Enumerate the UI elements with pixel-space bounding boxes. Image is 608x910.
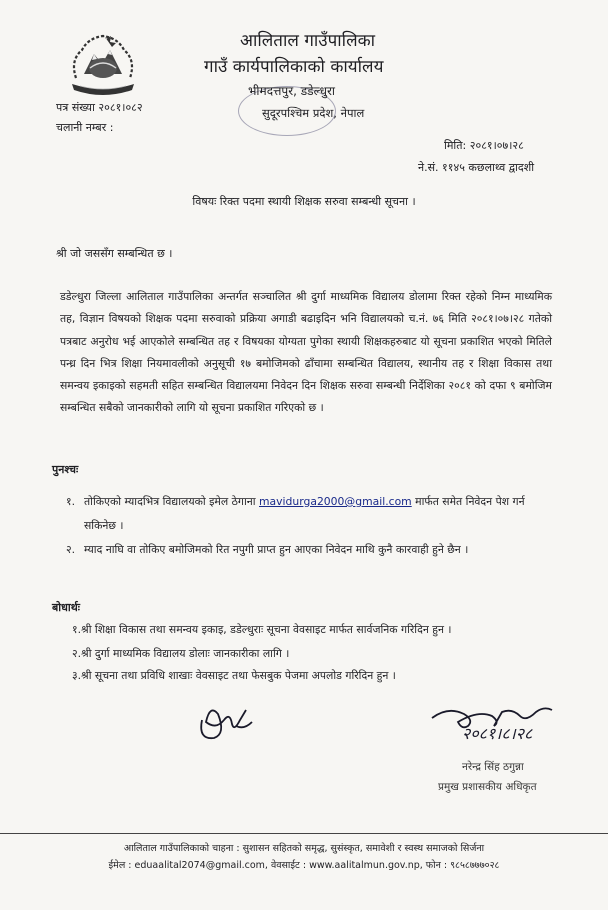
cc-heading: बोधार्थः	[52, 601, 80, 614]
officer-name: नरेन्द्र सिंह ठगुन्ना	[462, 761, 524, 773]
letter-subject: विषयः रिक्त पदमा स्थायी शिक्षक सरुवा सम्बन्धी सूचना ।	[192, 195, 416, 208]
note-item-2: म्याद नाघि वा तोकिए बमोजिमको रित नपुगी प्राप्त हुन आएका निवेदन माथि कुनै कारवाही हुने छैन ।	[84, 543, 469, 556]
notes-heading: पुनश्चः	[52, 463, 79, 476]
letter-number: पत्र संख्या २०८१।०८२	[56, 101, 143, 114]
body-paragraph: डडेल्धुरा जिल्ला आलिताल गाउँपालिका अन्तर्गत सञ्चालित श्री दुर्गा माध्यमिक विद्यालय डोलामा रिक्त रहेको निम्न माध्यमिक तह, विज्ञान विषयको शिक्षक पदमा सरुवाको प्रक्रिया अगाडी बढाइदिन भनि विद्यालयको च.नं. ७६ मिति २०८१।०७।२८ गतेको पत्रबाट अनुरोध भई आएकोले सम्बन्धित तह र विषयका योग्यता पुगेका स्थायी शिक्षकहरुबाट यो सूचना प्रकाशित भएको मितिले पन्ध्र दिन भित्र शिक्षा नियमावलीको अनुसूची १७ बमोजिमको ढाँचामा सम्बन्धित विद्यालय, स्थानीय तह र शिक्षा विकास तथा समन्वय इकाइको सहमती सहित सम्बन्धित विद्यालयमा निवेदन दिन शिक्षक सरुवा सम्बन्धी निर्देशिका २०८१ को दफा ९ बमोजिम सम्बन्धित सबैको जानकारीको लागि यो सूचना प्रकाशित गरिएको छ ।	[60, 290, 552, 415]
nepal-emblem-icon	[66, 30, 140, 100]
note-item-1-text: तोकिएको म्यादभित्र विद्यालयको इमेल ठेगाना	[84, 495, 256, 508]
salutation: श्री जो जससँग सम्बन्धित छ ।	[56, 247, 173, 260]
dispatch-number: चलानी नम्बर :	[56, 121, 114, 134]
cc-item-3: ३.श्री सूचना तथा प्रविधि शाखाः वेवसाइट तथा फेसबुक पेजमा अपलोड गरिदिन हुन ।	[72, 669, 396, 682]
footer-contact: ईमेल : eduaalital2074@gmail.com, वेवसाईट : www.aalitalmun.gov.np, फोन : ९८५८७७७०२८	[108, 860, 500, 871]
footer-motto: आलिताल गाउँपालिकाको चाहना : सुशासन सहितको समृद्ध, सुसंस्कृत, समावेशी र स्वस्थ समाजको सिर्जना	[123, 843, 485, 854]
note-item-1	[84, 494, 525, 509]
left-signature-icon	[196, 700, 256, 750]
nepal-sambat-date: ने.सं. ११४५ कछलाथ्व द्वादशी	[418, 161, 535, 174]
school-email-link[interactable]: mavidurga2000@gmail.com	[259, 495, 412, 508]
org-province: सुदूरपश्चिम प्रदेश, नेपाल	[262, 106, 365, 120]
cc-item-1: १.श्री शिक्षा विकास तथा समन्वय इकाइ, डडेल्धुराः सूचना वेवसाइट मार्फत सार्वजनिक गरिदिन हुन ।	[72, 623, 452, 636]
cc-item-2: २.श्री दुर्गा माध्यमिक विद्यालय डोलाः जानकारीका लागि ।	[72, 647, 290, 660]
note-item-1-continuation: सकिनेछ ।	[84, 519, 124, 532]
org-address: भीमदत्तपुर, डडेल्धुरा	[248, 84, 335, 98]
note-item-1-number: १.	[66, 495, 76, 508]
footer-divider	[0, 833, 608, 834]
handwritten-date: २०८१।८।२८	[462, 724, 533, 743]
org-name: आलिताल गाउँपालिका	[240, 31, 376, 51]
note-item-2-number: २.	[66, 543, 76, 556]
letter-date: मिति: २०८१।०७।२८	[444, 139, 524, 152]
officer-title: प्रमुख प्रशासकीय अधिकृत	[438, 781, 537, 793]
note-item-1-tail: मार्फत समेत निवेदन पेश गर्न	[415, 495, 525, 508]
org-office: गाउँ कार्यपालिकाको कार्यालय	[204, 57, 384, 77]
